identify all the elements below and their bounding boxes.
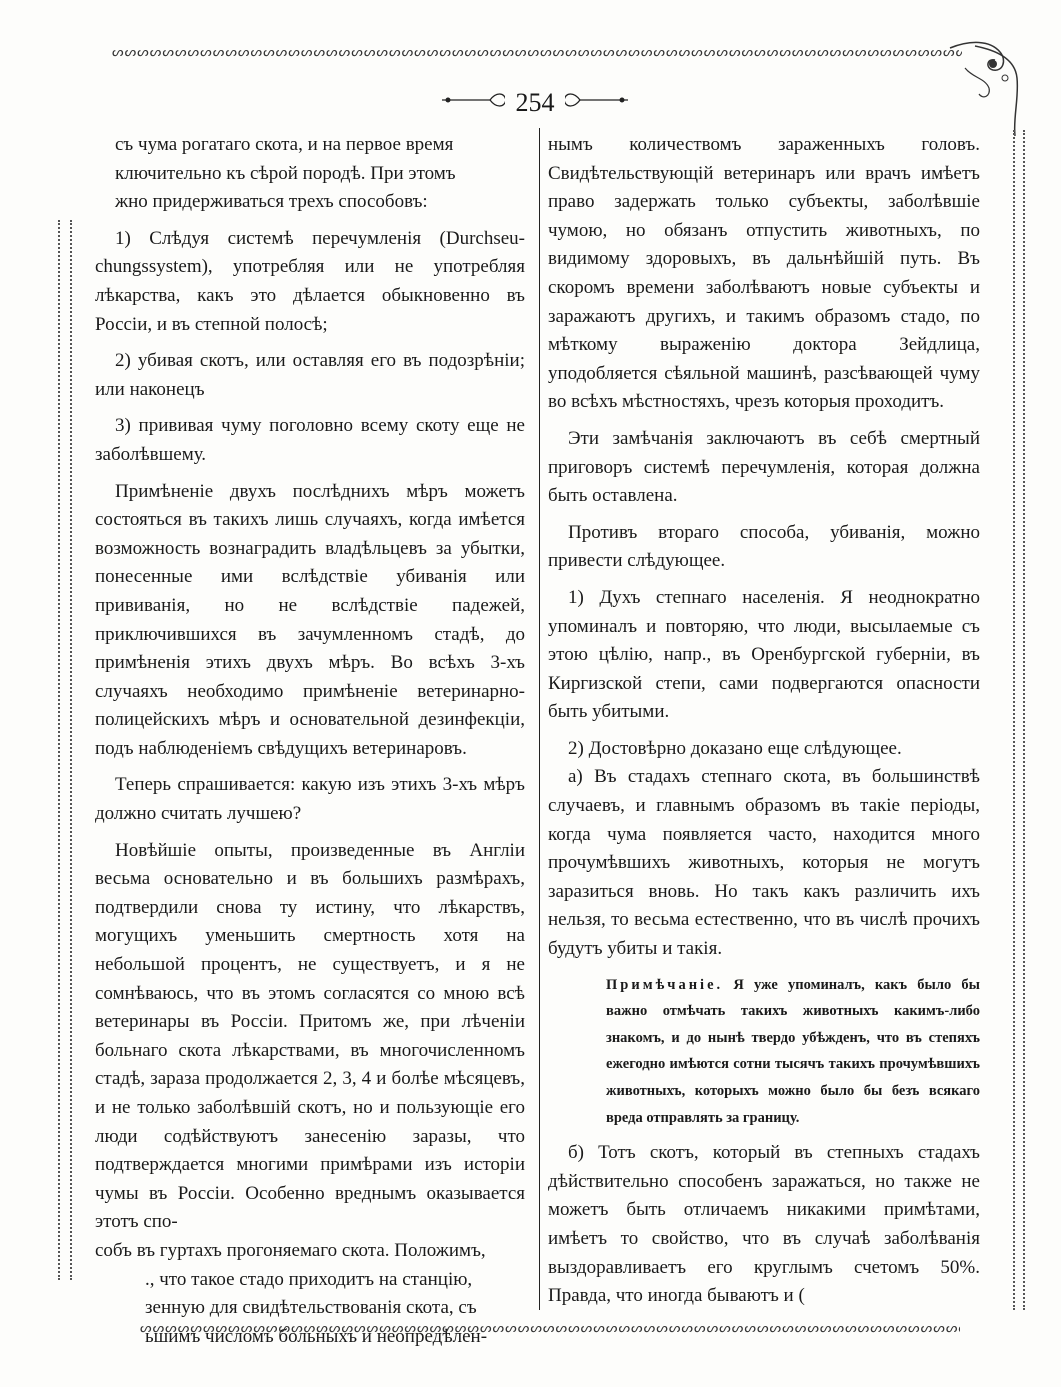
left-line-damaged-2: ., что такое стадо приходитъ на станцію, <box>145 1268 473 1290</box>
left-paragraph-method-3: 3) прививая чуму поголовно всему скоту еще не заболѣвшему. <box>95 415 525 465</box>
left-paragraph-question: Теперь спрашивается: какую изъ этихъ 3-хъ мѣръ должно считать лучшею? <box>95 774 525 825</box>
left-text-column <box>95 131 525 1351</box>
left-paragraph-application: Примѣненіе двухъ послѣднихъ мѣръ можетъ состояться въ такихъ лишь случаяхъ, когда имѣется возможность вознаградить владѣльцевъ за убытки, понесенные ими вслѣдствіе убиванія или прививанія, но не вслѣдствіе падежей, приключившихся въ зачумленномъ стадѣ, до примѣненія этихъ двухъ мѣръ. Во всѣхъ 3-хъ случаяхъ необходимо примѣненіе ветеринарно-полицейскихъ мѣръ и основательной дезинфекціи, подъ наблюденіемъ свѣдущихъ ветеринаровъ. <box>95 480 525 759</box>
column-divider <box>539 128 540 1310</box>
bottom-ornamental-border <box>140 1320 960 1334</box>
left-line-2: ключительно къ сѣрой породѣ. При этомъ <box>115 162 456 184</box>
right-text-column <box>548 131 980 1311</box>
footnote-text: Я уже упоминалъ, какъ было бы важно отмѣчать такихъ животныхъ какимъ-либо знакомъ, и до нынѣ твердо убѣжденъ, что въ степяхъ ежегодно имѣются сотни тысячъ такихъ прочумѣвшихъ животныхъ, которыхъ можно было бы безъ всякаго вреда отправлять за границу. <box>606 976 981 1126</box>
right-paragraph-continuation: нымъ количествомъ зараженныхъ головъ. Свидѣтельствующій ветеринаръ или врачъ имѣетъ право задержать только субъекты, заболѣвшіе чумою, но обязанъ отпустить животныхъ, по видимому здоровыхъ, въ дальнѣйшій путь. Въ скоромъ времени заболѣваютъ новые субъекты и заражаютъ другихъ, и такимъ образомъ стадо, по мѣткому выраженію доктора Зейдлица, уподобляется сѣяльной машинѣ, разсѣвающей чуму во всѣхъ мѣстностяхъ, чрезъ которыя проходитъ. <box>548 134 980 413</box>
footnote-label: Примѣчаніе. <box>606 976 724 993</box>
page-number: 254 <box>505 88 565 118</box>
left-paragraph-method-1: 1) Слѣдуя системѣ перечумленія (Durchseu-chungssystem), употребляя или не употребляя лѣкарства, какъ это дѣлается обыкновенно въ Россіи, и въ степной полосѣ; <box>95 227 525 335</box>
left-line-damaged-3: зенную для свидѣтельствованія скота, съ <box>145 1297 477 1319</box>
left-ornamental-border <box>58 220 72 1280</box>
left-paragraph-method-2: 2) убивая скотъ, или оставляя его въ подозрѣніи; или наконецъ <box>95 350 525 400</box>
top-ornamental-border <box>112 44 962 58</box>
left-line-3: жно придерживаться трехъ способовъ: <box>115 191 428 213</box>
right-paragraph-remarks: Эти замѣчанія заключаютъ въ себѣ смертный приговоръ системѣ перечумленія, которая должна быть оставлена. <box>548 427 980 507</box>
right-paragraph-proven: 2) Достовѣрно доказано еще слѣдующее. <box>568 737 902 759</box>
left-line-1: съ чума рогатаго скота, и на первое время <box>115 134 454 155</box>
corner-flourish-ornament <box>945 38 1025 138</box>
right-paragraph-a: а) Въ стадахъ степнаго скота, въ большинствѣ случаевъ, и главнымъ образомъ въ такіе періоды, когда чума появляется часто, находится много прочумѣвшихъ животныхъ, которыя не могутъ заразиться вновь. Но такъ какъ различить ихъ нельзя, то весьма естественно, что въ числѣ прочихъ будутъ убиты и такія. <box>548 766 980 960</box>
right-paragraph-b: б) Тотъ скотъ, который въ степныхъ стадахъ дѣйствительно способенъ заражаться, но также не можетъ быть отличаемъ никакими примѣтами, имѣетъ то свойство, что въ случаѣ заболѣванія выздоравливаетъ его круглымъ счетомъ 50%. Правда, что иногда бываютъ и ( <box>548 1142 980 1307</box>
left-line-damaged-1: собъ въ гуртахъ прогоняемаго скота. Положимъ, <box>95 1239 486 1261</box>
right-paragraph-steppe-spirit: 1) Духъ степнаго населенія. Я неоднократно упоминалъ и повторяю, что люди, высылаемые съ этою цѣлію, напр., въ Оренбургской губерніи, въ Киргизской степи, сами подвергаются опасности быть убитыми. <box>548 586 980 723</box>
right-paragraph-second-method: Противъ втораго способа, убиванія, можно привести слѣдующее. <box>548 521 980 572</box>
left-paragraph-experiments: Новѣйшіе опыты, произведенные въ Англіи весьма основательно и въ большихъ размѣрахъ, подтвердили снова ту истину, что лѣкарствъ, могущихъ уменьшить смертность хотя на небольшой процентъ, не существуетъ, и я не сомнѣваюсь, что въ этомъ согласятся со мною всѣ ветеринары въ Россіи. Притомъ же, при лѣченіи больнаго скота лѣкарствами, въ многочисленномъ стадѣ, зараза продолжается 2, 3, 4 и болѣе мѣсяцевъ, и не только заболѣвшій скотъ, но и пользующіе его люди содѣйствуютъ занесенію заразы, что подтверждается многими примѣрами изъ исторіи чумы въ Россіи. Особенно вреднымъ оказывается этотъ спо- <box>95 839 525 1233</box>
footnote <box>606 972 980 1132</box>
left-line-damaged-4: ьшимъ числомъ больныхъ и неопредѣлен- <box>145 1325 488 1347</box>
right-ornamental-border <box>1013 130 1025 1310</box>
